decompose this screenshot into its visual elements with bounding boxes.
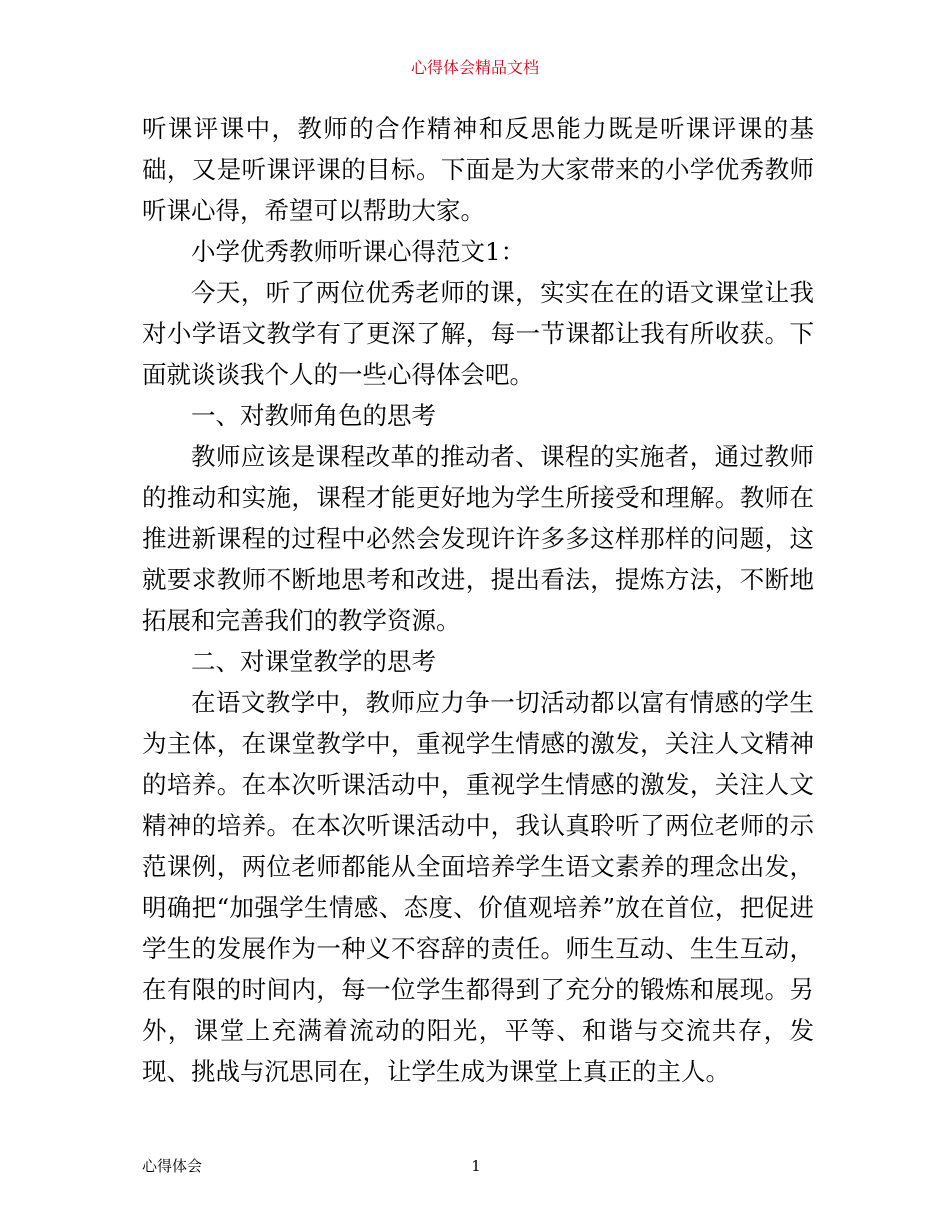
section-heading: 一、对教师角色的思考: [191, 401, 436, 430]
page-header-title: 心得体会精品文档: [410, 58, 539, 77]
intro-paragraph: 听课评课中，教师的合作精神和反思能力既是听课评课的基础，又是听课评课的目标。下面是为大家带来的小学优秀教师听课心得，希望可以帮助大家。: [142, 114, 814, 225]
page-number: 1: [471, 1157, 481, 1175]
example-heading: 小学优秀教师听课心得范文1：: [191, 237, 526, 266]
section-heading: 二、对课堂教学的思考: [191, 647, 436, 676]
document-body: [142, 108, 814, 1092]
body-paragraph: 今天，听了两位优秀老师的课，实实在在的语文课堂让我对小学语文教学有了更深了解，每一节课都让我有所收获。下面就谈谈我个人的一些心得体会吧。: [142, 278, 814, 389]
body-paragraph: 教师应该是课程改革的推动者、课程的实施者，通过教师的推动和实施，课程才能更好地为学生所接受和理解。教师在推进新课程的过程中必然会发现许许多多这样那样的问题，这就要求教师不断地思考和改进，提出看法，提炼方法，不断地拓展和完善我们的教学资源。: [142, 442, 814, 635]
footer-label: 心得体会: [142, 1157, 203, 1175]
body-paragraph: 在语文教学中，教师应力争一切活动都以富有情感的学生为主体，在课堂教学中，重视学生情感的激发，关注人文精神的培养。在本次听课活动中，重视学生情感的激发，关注人文精神的培养。在本次听课活动中，我认真聆听了两位老师的示范课例，两位老师都能从全面培养学生语文素养的理念出发，明确把“加强学生情感、态度、价值观培养”放在首位，把促进学生的发展作为一种义不容辞的责任。师生互动、生生互动，在有限的时间内，每一位学生都得到了充分的锻炼和展现。另外，课堂上充满着流动的阳光，平等、和谐与交流共存，发现、挑战与沉思同在，让学生成为课堂上真正的主人。: [142, 688, 814, 1086]
